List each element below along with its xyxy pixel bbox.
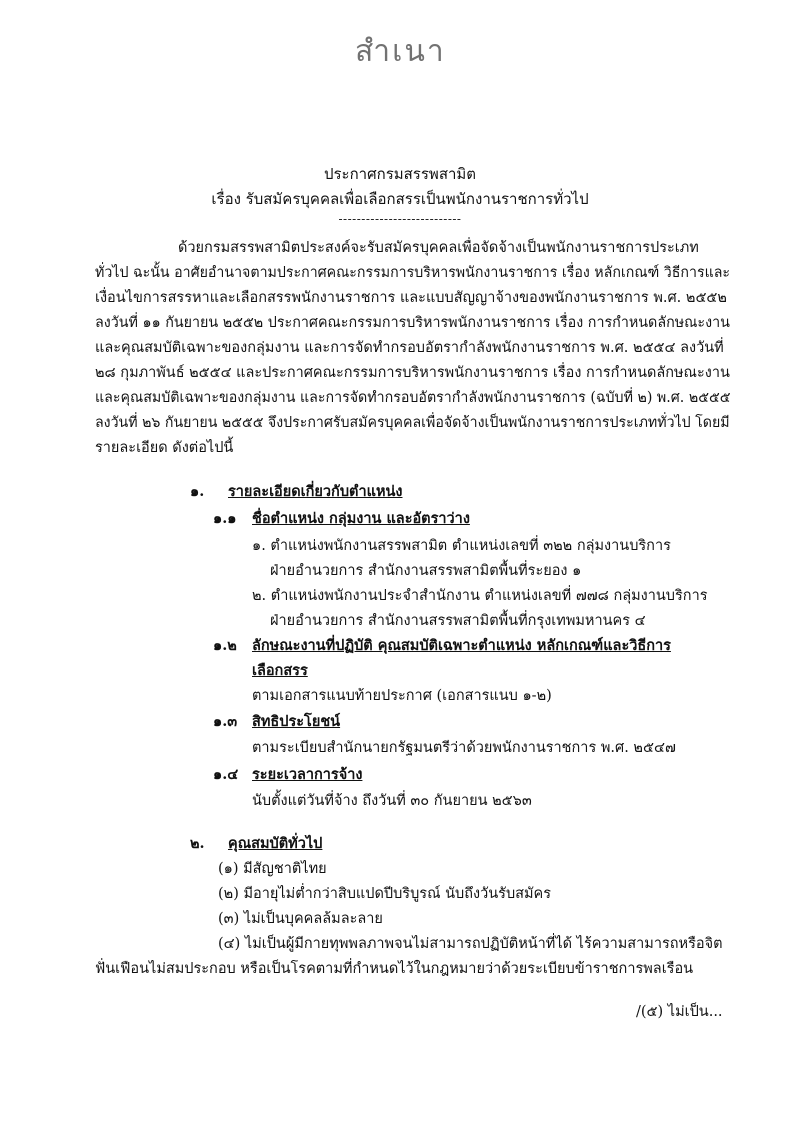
section1-1-heading: ชื่อตำแหน่ง กลุ่มงาน และอัตราว่าง <box>252 510 470 527</box>
intro-line: ทั่วไป ฉะนั้น อาศัยอำนาจตามประกาศคณะกรรมการบริหารพนักงานราชการ เรื่อง หลักเกณฑ์ วิธีการและ <box>95 265 731 281</box>
intro-line: ลงวันที่ ๒๖ กันยายน ๒๕๕๕ จึงประกาศรับสมัครบุคคลเพื่อจัดจ้างเป็นพนักงานราชการประเภททั่วไป โดยมี <box>95 415 730 431</box>
section2-heading: คุณสมบัติทั่วไป <box>228 835 323 852</box>
intro-line: และคุณสมบัติเฉพาะของกลุ่มงาน และการจัดทำกรอบอัตรากำลังพนักงานราชการ พ.ศ. ๒๕๕๔ ลงวันที่ <box>95 340 724 356</box>
section1-4-text: นับตั้งแต่วันที่จ้าง ถึงวันที่ ๓๐ กันยายน ๒๕๖๓ <box>252 793 532 809</box>
section1-heading: รายละเอียดเกี่ยวกับตำแหน่ง <box>228 483 403 500</box>
section1-2-text: ตามเอกสารแนบท้ายประกาศ (เอกสารแนบ ๑-๒) <box>252 688 552 704</box>
announcement-subject: เรื่อง รับสมัครบุคคลเพื่อเลือกสรรเป็นพนักงานราชการทั่วไป <box>211 190 589 208</box>
position-item-2: ๒. ตำแหน่งพนักงานประจำสำนักงาน ตำแหน่งเลขที่ ๗๗๘ กลุ่มงานบริการ <box>252 588 708 604</box>
intro-line: เงื่อนไขการสรรหาและเลือกสรรพนักงานราชการ และแบบสัญญาจ้างของพนักงานราชการ พ.ศ. ๒๕๕๒ <box>95 290 727 306</box>
qualification-item: (๑) มีสัญชาติไทย <box>218 861 327 877</box>
section1-4-heading: ระยะเวลาการจ้าง <box>252 766 363 783</box>
qualification-item: (๒) มีอายุไม่ต่ำกว่าสิบแปดปีบริบูรณ์ นับถึงวันรับสมัคร <box>218 886 552 902</box>
intro-line: และคุณสมบัติเฉพาะของกลุ่มงาน และการจัดทำกรอบอัตรากำลังพนักงานราชการ (ฉบับที่ ๒) พ.ศ. ๒๕๕๕ <box>95 390 731 406</box>
position-item-2-cont: ฝ่ายอำนวยการ สำนักงานสรรพสามิตพื้นที่กรุงเทพมหานคร ๔ <box>270 613 646 629</box>
section1-4-number: ๑.๔ <box>213 766 239 783</box>
position-item-1-cont: ฝ่ายอำนวยการ สำนักงานสรรพสามิตพื้นที่ระยอง ๑ <box>270 563 582 579</box>
copy-stamp: สำเนา <box>355 34 446 69</box>
continuation-note: /(๕) ไม่เป็น... <box>636 1004 723 1020</box>
qualification-item: (๓) ไม่เป็นบุคคลล้มละลาย <box>218 911 383 927</box>
section1-1-number: ๑.๑ <box>213 510 237 527</box>
intro-line: ๒๘ กุมภาพันธ์ ๒๕๕๔ และประกาศคณะกรรมการบริหารพนักงานราชการ เรื่อง การกำหนดลักษณะงาน <box>95 365 730 381</box>
announcement-title: ประกาศกรมสรรพสามิต <box>323 165 477 183</box>
section1-3-text: ตามระเบียบสำนักนายกรัฐมนตรีว่าด้วยพนักงานราชการ พ.ศ. ๒๕๔๗ <box>252 740 676 756</box>
intro-line: ลงวันที่ ๑๑ กันยายน ๒๕๕๒ ประกาศคณะกรรมการบริหารพนักงานราชการ เรื่อง การกำหนดลักษณะงาน <box>95 315 730 331</box>
section1-3-number: ๑.๓ <box>213 713 238 730</box>
title-divider: --------------------------- <box>338 212 462 226</box>
section1-2-heading: ลักษณะงานที่ปฏิบัติ คุณสมบัติเฉพาะตำแหน่ง หลักเกณฑ์และวิธีการ <box>252 637 671 654</box>
section2-number: ๒. <box>190 835 205 852</box>
section1-number: ๑. <box>190 483 205 500</box>
intro-line: รายละเอียด ดังต่อไปนี้ <box>95 440 234 456</box>
qualification-item: (๔) ไม่เป็นผู้มีกายทุพพลภาพจนไม่สามารถปฏิบัติหน้าที่ได้ ไร้ความสามารถหรือจิต <box>218 936 723 952</box>
section1-3-heading: สิทธิประโยชน์ <box>252 713 341 730</box>
position-item-1: ๑. ตำแหน่งพนักงานสรรพสามิต ตำแหน่งเลขที่ ๓๒๒ กลุ่มงานบริการ <box>252 538 671 554</box>
section1-2-heading-cont: เลือกสรร <box>252 662 308 679</box>
intro-line: ด้วยกรมสรรพสามิตประสงค์จะรับสมัครบุคคลเพื่อจัดจ้างเป็นพนักงานราชการประเภท <box>178 240 699 256</box>
section1-2-number: ๑.๒ <box>213 637 237 654</box>
qualification-item-cont: ฟั่นเฟือนไม่สมประกอบ หรือเป็นโรคตามที่กำหนดไว้ในกฎหมายว่าด้วยระเบียบข้าราชการพลเรือน <box>95 961 694 977</box>
